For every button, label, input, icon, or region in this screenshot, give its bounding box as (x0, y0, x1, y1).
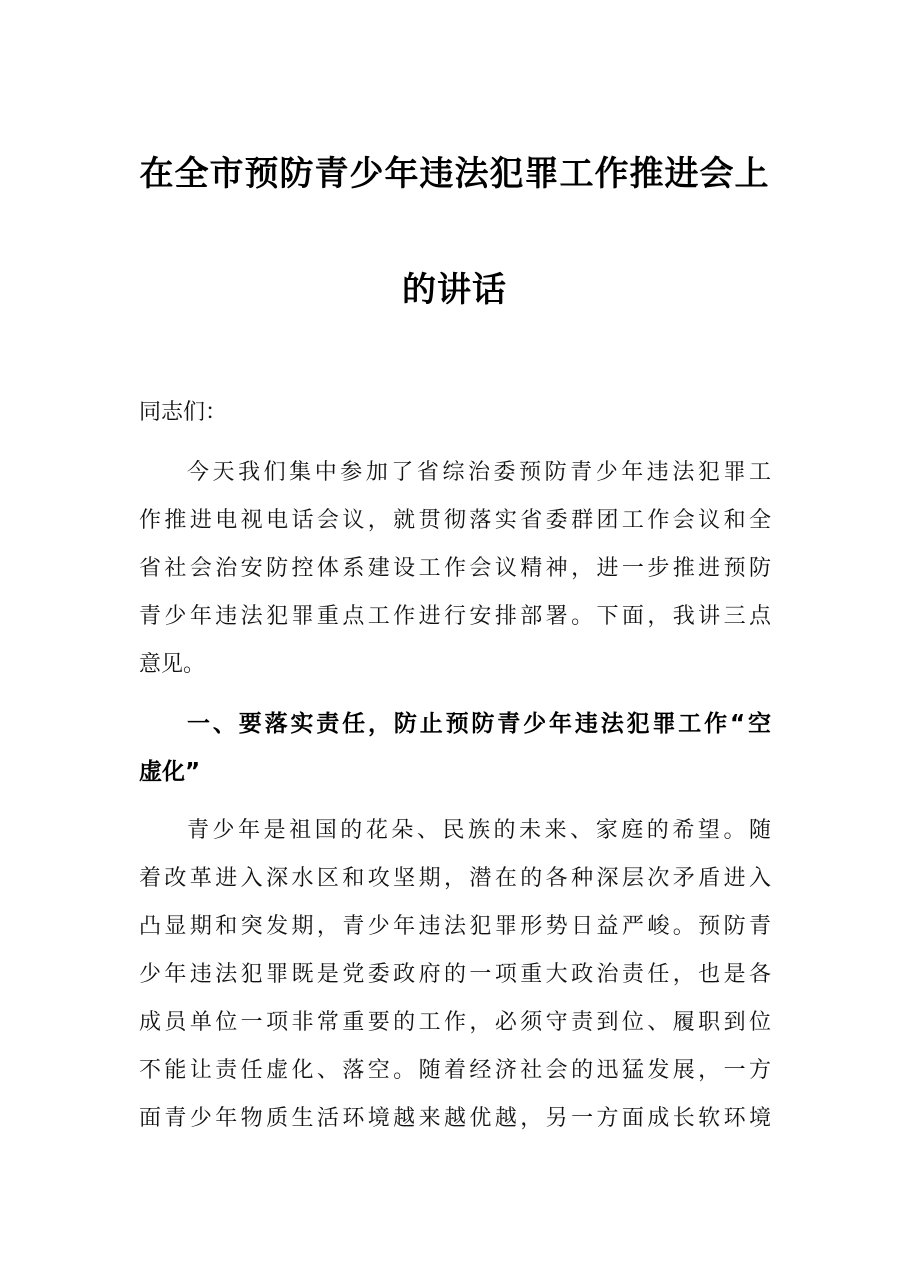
section-heading-1-line-1: 一、要落实责任，防止预防青少年违法犯罪工作“空 (187, 711, 771, 737)
document-title-line-1: 在全市预防青少年违法犯罪工作推进会上 (139, 154, 770, 194)
paragraph-2-line-2: 着改革进入深水区和攻坚期，潜在的各种深层次矛盾进入 (139, 866, 771, 891)
paragraph-1-line-4: 青少年违法犯罪重点工作进行安排部署。下面，我讲三点 (139, 604, 771, 629)
paragraph-2-line-7: 面青少年物质生活环境越来越优越，另一方面成长软环境 (139, 1106, 771, 1131)
document-title-line-2: 的讲话 (402, 270, 507, 310)
section-heading-1-line-2: 虚化” (139, 759, 201, 785)
paragraph-2-line-3: 凸显期和突发期，青少年违法犯罪形势日益严峻。预防青 (139, 914, 771, 939)
paragraph-2-line-5: 成员单位一项非常重要的工作，必须守责到位、履职到位 (139, 1010, 771, 1035)
paragraph-1-line-1: 今天我们集中参加了省综治委预防青少年违法犯罪工 (187, 460, 771, 485)
paragraph-2-line-4: 少年违法犯罪既是党委政府的一项重大政治责任，也是各 (139, 962, 771, 987)
paragraph-1-line-2: 作推进电视电话会议，就贯彻落实省委群团工作会议和全 (139, 508, 771, 533)
paragraph-2-line-1: 青少年是祖国的花朵、民族的未来、家庭的希望。随 (187, 818, 771, 843)
paragraph-2-line-6: 不能让责任虚化、落空。随着经济社会的迅猛发展，一方 (139, 1058, 771, 1083)
paragraph-1-line-3: 省社会治安防控体系建设工作会议精神，进一步推进预防 (139, 556, 771, 581)
paragraph-1-line-5: 意见。 (139, 652, 206, 677)
salutation: 同志们： (139, 400, 228, 425)
